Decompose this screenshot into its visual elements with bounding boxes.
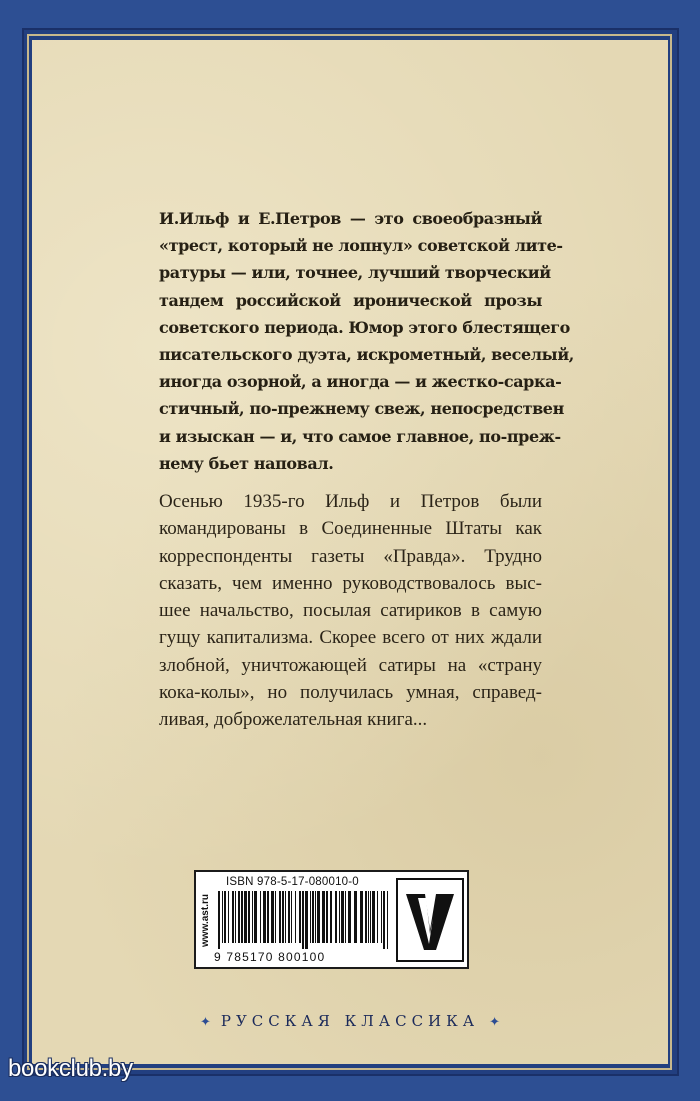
publisher-site xyxy=(198,874,212,967)
text-line: И.Ильф и Е.Петров — это своеобразный xyxy=(159,209,542,228)
publisher-site-text: www.ast.ru xyxy=(199,894,211,947)
text-line: злобной, уничтожающей сатиры на «страну xyxy=(159,654,542,676)
watermark: bookclub.by xyxy=(8,1055,133,1082)
text-line: тандем российской иронической прозы xyxy=(159,290,542,310)
barcode-icon xyxy=(216,891,392,949)
text-line: писательского дуэта, искрометный, веселый, xyxy=(159,345,574,365)
text-line: Осенью 1935-го Ильф и Петров были xyxy=(159,491,542,512)
text-line: «трест, который не лопнул» советской лите- xyxy=(159,236,563,256)
text-line: кока-колы», но получилась умная, справед- xyxy=(159,682,542,704)
series-title xyxy=(32,1012,668,1030)
text-line: гущу капитализма. Скорее всего от них ждали xyxy=(159,627,542,649)
text-line: ратуры — или, точнее, лучший творческий xyxy=(159,263,551,283)
annotation-paragraph-bold xyxy=(159,205,574,477)
text-line: нему бьет наповал. xyxy=(159,453,334,473)
text-line: стичный, по-прежнему свеж, непосредствен xyxy=(159,399,564,419)
publisher-logo-icon xyxy=(396,878,464,962)
text-line: ливая, доброжелательная книга... xyxy=(159,709,428,731)
ornament-left-icon: ✦ xyxy=(199,1015,211,1030)
ean-digits: 9 785170 800100 xyxy=(214,950,326,964)
isbn-text: ISBN 978-5-17-080010-0 xyxy=(226,876,359,888)
text-line: сказать, чем именно руководствовалось выс- xyxy=(159,572,542,594)
text-line: шее начальство, посылая сатириков в самую xyxy=(159,600,542,622)
text-line: советского периода. Юмор этого блестящего xyxy=(159,317,570,337)
ornament-right-icon: ✦ xyxy=(489,1015,501,1030)
text-line: иногда озорной, а иногда — и жестко-сарка- xyxy=(159,372,562,392)
text-line: и изыскан — и, что самое главное, по-преж- xyxy=(159,426,561,446)
text-line: корреспонденты газеты «Правда». Трудно xyxy=(159,545,542,567)
annotation-paragraph-regular xyxy=(159,488,542,734)
text-line: командированы в Соединенные Штаты как xyxy=(159,518,542,540)
barcode-box xyxy=(194,870,469,969)
series-title-text: РУССКАЯ КЛАССИКА xyxy=(220,1012,480,1030)
